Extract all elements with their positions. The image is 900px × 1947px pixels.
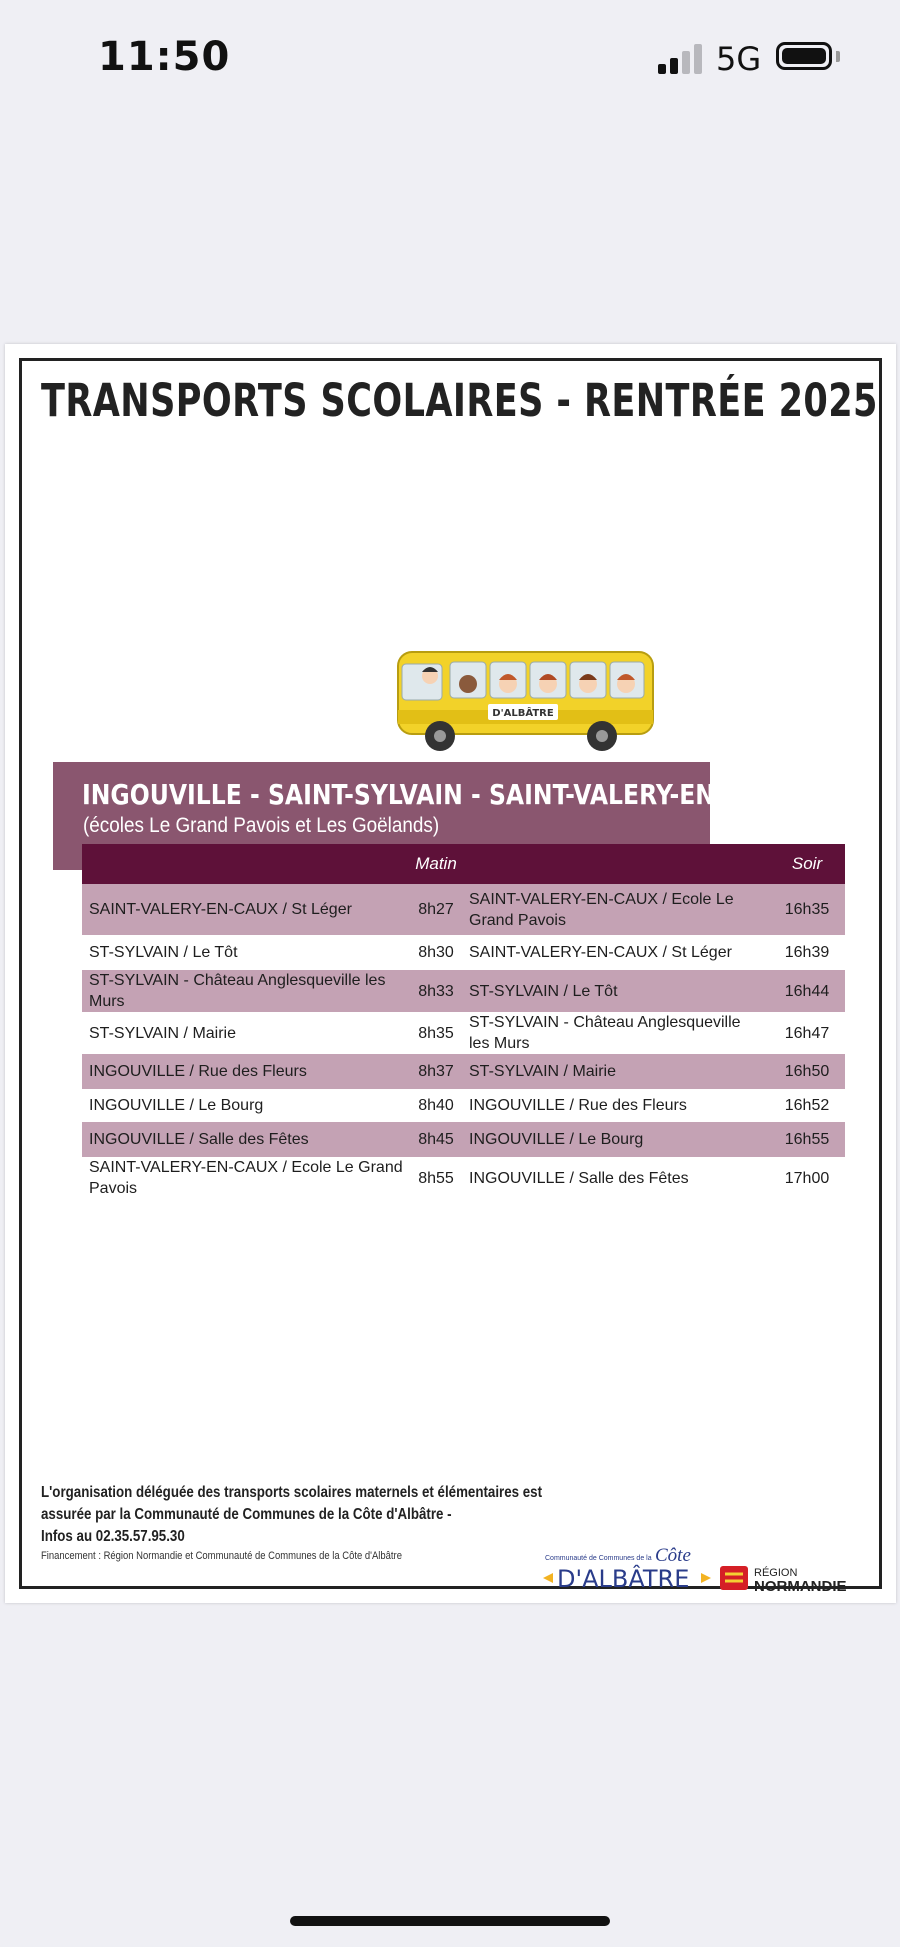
evening-stop: INGOUVILLE / Salle des Fêtes bbox=[462, 1157, 769, 1199]
evening-time: 16h52 bbox=[769, 1089, 845, 1122]
evening-stop: ST-SYLVAIN - Château Anglesqueville les Murs bbox=[462, 1012, 769, 1054]
evening-stop: SAINT-VALERY-EN-CAUX / Ecole Le Grand Pavois bbox=[462, 884, 769, 935]
table-row bbox=[82, 1122, 845, 1157]
table-row bbox=[82, 884, 845, 935]
bus-sign: D'ALBÂTRE bbox=[492, 708, 554, 719]
morning-stop: INGOUVILLE / Le Bourg bbox=[82, 1089, 410, 1122]
morning-time: 8h33 bbox=[410, 970, 462, 1012]
document-image[interactable] bbox=[5, 344, 896, 1603]
evening-time: 16h47 bbox=[769, 1012, 845, 1054]
morning-stop: INGOUVILLE / Rue des Fleurs bbox=[82, 1054, 410, 1089]
evening-stop: INGOUVILLE / Rue des Fleurs bbox=[462, 1089, 769, 1122]
evening-time: 17h00 bbox=[769, 1157, 845, 1199]
table-row bbox=[82, 1054, 845, 1089]
evening-stop: SAINT-VALERY-EN-CAUX / St Léger bbox=[462, 935, 769, 970]
morning-stop: INGOUVILLE / Salle des Fêtes bbox=[82, 1122, 410, 1157]
morning-time: 8h37 bbox=[410, 1054, 462, 1089]
morning-time: 8h35 bbox=[410, 1012, 462, 1054]
footer-line-1: L'organisation déléguée des transports scolaires maternels et élémentaires est bbox=[41, 1484, 543, 1501]
morning-time: 8h27 bbox=[410, 884, 462, 935]
evening-time: 16h50 bbox=[769, 1054, 845, 1089]
cote-albatre-logo bbox=[543, 1544, 713, 1592]
cote-logo-small: Communauté de Communes de la bbox=[545, 1555, 652, 1562]
evening-time: 16h55 bbox=[769, 1122, 845, 1157]
status-time: 11:50 bbox=[98, 34, 231, 80]
region-logo-main: NORMANDIE bbox=[754, 1578, 847, 1594]
cellular-signal-icon bbox=[658, 44, 706, 74]
column-matin: Matin bbox=[410, 844, 462, 884]
evening-stop: INGOUVILLE / Le Bourg bbox=[462, 1122, 769, 1157]
route-schools: (écoles Le Grand Pavois et Les Goëlands) bbox=[83, 814, 440, 837]
evening-time: 16h44 bbox=[769, 970, 845, 1012]
footer-funding: Financement : Région Normandie et Communauté de Communes de la Côte d'Albâtre bbox=[41, 1550, 402, 1562]
school-bus-illustration bbox=[390, 644, 665, 764]
evening-time: 16h39 bbox=[769, 935, 845, 970]
home-indicator[interactable] bbox=[290, 1916, 610, 1926]
table-row bbox=[82, 1012, 845, 1054]
table-row bbox=[82, 935, 845, 970]
route-title: INGOUVILLE - SAINT-SYLVAIN - SAINT-VALERY-EN-CAUX bbox=[82, 778, 797, 811]
cote-logo-main: D'ALBÂTRE bbox=[557, 1565, 690, 1592]
morning-stop: ST-SYLVAIN - Château Anglesqueville les Murs bbox=[82, 970, 410, 1012]
battery-icon bbox=[776, 42, 832, 70]
morning-stop: ST-SYLVAIN / Mairie bbox=[82, 1012, 410, 1054]
table-row bbox=[82, 970, 845, 1012]
schedule-header-row bbox=[82, 844, 845, 884]
evening-stop: ST-SYLVAIN / Le Tôt bbox=[462, 970, 769, 1012]
morning-stop: SAINT-VALERY-EN-CAUX / St Léger bbox=[82, 884, 410, 935]
region-normandie-logo bbox=[720, 1562, 860, 1594]
evening-stop: ST-SYLVAIN / Mairie bbox=[462, 1054, 769, 1089]
morning-time: 8h45 bbox=[410, 1122, 462, 1157]
morning-stop: SAINT-VALERY-EN-CAUX / Ecole Le Grand Pavois bbox=[82, 1157, 410, 1199]
footer-line-2: assurée par la Communauté de Communes de la Côte d'Albâtre - bbox=[41, 1506, 452, 1523]
evening-time: 16h35 bbox=[769, 884, 845, 935]
morning-time: 8h55 bbox=[410, 1157, 462, 1199]
network-type: 5G bbox=[716, 40, 762, 78]
morning-time: 8h40 bbox=[410, 1089, 462, 1122]
region-logo-small: RÉGION bbox=[754, 1567, 798, 1579]
status-bar bbox=[0, 0, 900, 120]
table-row bbox=[82, 1157, 845, 1199]
table-row bbox=[82, 1089, 845, 1122]
column-soir: Soir bbox=[769, 844, 845, 884]
footer-info bbox=[41, 1482, 561, 1548]
cote-logo-word: Côte bbox=[655, 1545, 691, 1566]
schedule-table bbox=[82, 844, 845, 1199]
battery-tip bbox=[836, 51, 840, 62]
morning-stop: ST-SYLVAIN / Le Tôt bbox=[82, 935, 410, 970]
morning-time: 8h30 bbox=[410, 935, 462, 970]
document-title: TRANSPORTS SCOLAIRES - RENTRÉE 2025 bbox=[41, 374, 878, 427]
footer-phone: Infos au 02.35.57.95.30 bbox=[41, 1528, 185, 1545]
